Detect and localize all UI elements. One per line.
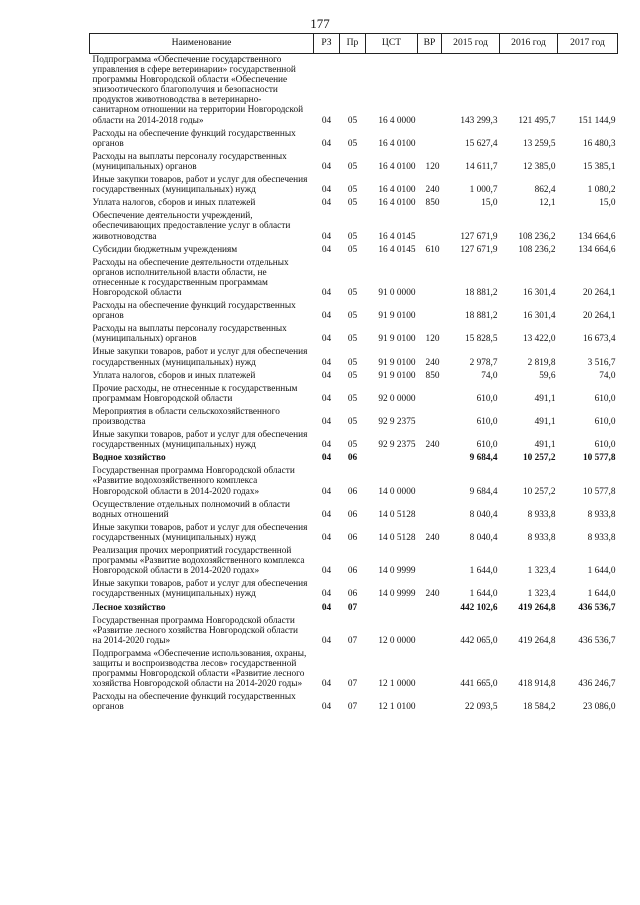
cell-pr: 05 (347, 161, 358, 172)
cell-pr: 05 (347, 231, 358, 242)
cell-name: Обеспечение деятельности учреждений, обеспечивающих предоставление услуг в области животноводства (92, 211, 291, 242)
cell-name: Расходы на обеспечение функций государственных органов (92, 301, 296, 322)
cell-2015: 18 881,2 (464, 287, 498, 298)
cell-name: Расходы на обеспечение функций государственных органов (92, 128, 296, 149)
cell-vr (418, 406, 442, 429)
cell-cst: 92 9 2375 (378, 417, 416, 427)
cell-2016: 419 264,8 (518, 635, 556, 646)
cell-vr (418, 465, 442, 498)
cell-name: Водное хозяйство (92, 453, 166, 464)
cell-name: Лесное хозяйство (92, 602, 166, 613)
cell-vr (418, 615, 442, 648)
cell-name: Иные закупки товаров, работ и услуг для обеспечения государственных (муниципальных) нужд (92, 430, 308, 451)
cell-name: Государственная программа Новгородской области «Развитие водохозяйственного комплекса Новгородской области в 2014-2020 годах» (92, 466, 295, 497)
cell-pr: 07 (347, 679, 358, 690)
cell-name: Уплата налогов, сборов и иных платежей (92, 198, 256, 209)
cell-2015: 22 093,5 (464, 702, 498, 713)
cell-pr: 07 (347, 702, 358, 713)
table-row (90, 691, 618, 714)
cell-rz: 04 (321, 566, 332, 577)
cell-2015: 442 065,0 (460, 635, 498, 646)
cell-rz: 04 (321, 532, 332, 543)
cell-rz: 04 (321, 185, 332, 196)
cell-2016: 418 914,8 (518, 679, 556, 690)
cell-2017: 15,0 (599, 198, 616, 209)
cell-pr: 05 (347, 115, 358, 126)
cell-2016: 16 301,4 (522, 287, 556, 298)
table-row (90, 545, 618, 578)
cell-rz: 04 (321, 161, 332, 172)
header-2016: 2016 год (500, 34, 558, 54)
cell-2015: 15,0 (481, 198, 498, 209)
cell-cst: 91 9 0100 (378, 357, 416, 368)
cell-2016: 1 323,4 (527, 589, 556, 600)
cell-vr (418, 383, 442, 406)
cell-2016: 13 259,5 (522, 138, 556, 149)
cell-2017: 8 933,8 (587, 509, 616, 520)
cell-2015: 2 978,7 (469, 357, 498, 368)
cell-cst: 92 0 0000 (378, 393, 416, 404)
table-row (90, 370, 618, 383)
cell-cst: 12 1 0000 (378, 679, 416, 690)
cell-rz: 04 (321, 244, 332, 255)
cell-2016: 491,1 (534, 440, 556, 451)
cell-cst: 16 4 0100 (378, 185, 416, 196)
cell-cst: 91 9 0100 (378, 311, 416, 322)
cell-vr: 850 (425, 198, 440, 209)
header-pr: Пр (340, 34, 366, 54)
cell-2017: 151 144,9 (578, 115, 616, 126)
cell-2015: 9 684,4 (469, 486, 498, 497)
cell-vr: 120 (425, 161, 440, 172)
cell-2016: 16 301,4 (522, 311, 556, 322)
cell-2017: 20 264,1 (582, 287, 616, 298)
cell-rz: 04 (321, 138, 332, 149)
cell-2017: 436 246,7 (578, 679, 616, 690)
table-row (90, 499, 618, 522)
cell-vr (418, 128, 442, 151)
table-row (90, 602, 618, 615)
cell-vr: 240 (425, 357, 440, 368)
cell-rz: 04 (321, 440, 332, 451)
cell-pr: 06 (347, 486, 358, 497)
cell-2016: 862,4 (534, 185, 556, 196)
cell-2017: 3 516,7 (587, 357, 616, 368)
cell-2015: 14 611,7 (465, 161, 498, 172)
cell-2017: 16 673,4 (582, 334, 616, 345)
cell-2016: 108 236,2 (518, 231, 556, 242)
cell-2017: 436 536,7 (578, 635, 616, 646)
cell-rz: 04 (321, 231, 332, 242)
cell-rz: 04 (321, 486, 332, 497)
cell-cst: 16 4 0100 (378, 198, 416, 209)
table-row (90, 452, 618, 465)
cell-rz: 04 (321, 393, 332, 404)
table-row (90, 406, 618, 429)
table-row (90, 648, 618, 691)
cell-pr: 05 (347, 357, 358, 368)
cell-rz: 04 (321, 115, 332, 126)
cell-cst: 16 4 0000 (378, 115, 416, 126)
cell-name: Подпрограмма «Обеспечение использования, охраны, защиты и воспроизводства лесов» государственной программы Новгородской области «Развитие лесного хозяйства Новгородской области на 2014-2020 годы» (92, 648, 307, 690)
cell-rz: 04 (321, 702, 332, 713)
cell-pr: 05 (347, 393, 358, 404)
cell-2015: 1 644,0 (469, 589, 498, 600)
cell-pr: 05 (347, 370, 358, 381)
cell-2015: 15 828,5 (464, 334, 498, 345)
cell-pr: 06 (347, 509, 358, 520)
cell-cst: 12 0 0000 (378, 635, 416, 646)
cell-vr: 240 (425, 589, 440, 600)
cell-vr: 850 (425, 370, 440, 381)
cell-pr: 05 (347, 417, 358, 427)
cell-cst: 14 0 5128 (378, 532, 416, 543)
cell-name: Иные закупки товаров, работ и услуг для обеспечения государственных (муниципальных) нужд (92, 175, 308, 196)
cell-cst: 14 0 0000 (378, 486, 416, 497)
table-header (90, 34, 618, 54)
table-row (90, 578, 618, 601)
table-row (90, 522, 618, 545)
cell-2016: 12,1 (539, 198, 556, 209)
cell-pr: 05 (347, 334, 358, 345)
cell-2015: 8 040,4 (469, 532, 498, 543)
cell-vr (418, 602, 442, 615)
cell-name: Иные закупки товаров, работ и услуг для обеспечения государственных (муниципальных) нужд (92, 579, 308, 600)
cell-cst: 91 9 0100 (378, 370, 416, 381)
page-number: 177 (310, 16, 330, 31)
cell-2016: 8 933,8 (527, 509, 556, 520)
cell-rz: 04 (321, 679, 332, 690)
cell-name: Подпрограмма «Обеспечение государственного управления в сфере ветеринарии» государственной программы Новгородской области «Обеспечение эпизоотического благополучия и безопасности продуктов животноводства в ветеринарно-санитарном отношении на территории Новгородской области на 2014-2018 годы» (92, 55, 304, 126)
cell-vr (418, 452, 442, 465)
cell-2016: 10 257,2 (522, 486, 556, 497)
cell-rz: 04 (321, 453, 332, 464)
cell-pr: 06 (347, 589, 358, 600)
cell-2015: 15 627,4 (464, 138, 498, 149)
header-vr: ВР (418, 34, 442, 54)
cell-rz: 04 (321, 357, 332, 368)
cell-vr (418, 499, 442, 522)
cell-pr: 05 (347, 287, 358, 298)
cell-name: Расходы на выплаты персоналу государственных (муниципальных) органов (92, 151, 287, 172)
cell-rz: 04 (321, 602, 332, 613)
header-rz: РЗ (314, 34, 340, 54)
cell-rz: 04 (321, 287, 332, 298)
budget-table (89, 33, 618, 714)
cell-cst: 14 0 9999 (378, 589, 416, 600)
cell-2016: 18 584,2 (522, 702, 556, 713)
table-row (90, 197, 618, 210)
cell-2015: 610,0 (476, 393, 498, 404)
cell-2017: 610,0 (594, 393, 616, 404)
cell-pr: 05 (347, 198, 358, 209)
cell-vr: 240 (425, 440, 440, 451)
cell-pr: 07 (347, 602, 358, 613)
cell-2017: 10 577,8 (582, 453, 616, 464)
cell-rz: 04 (321, 334, 332, 345)
cell-pr: 05 (347, 311, 358, 322)
cell-cst: 14 0 9999 (378, 566, 416, 577)
cell-2016: 491,1 (534, 393, 556, 404)
cell-2015: 1 644,0 (469, 566, 498, 577)
table-row (90, 615, 618, 648)
cell-2016: 8 933,8 (527, 532, 556, 543)
cell-2017: 610,0 (594, 440, 616, 451)
cell-2015: 610,0 (476, 440, 498, 451)
cell-name: Субсидии бюджетным учреждениям (92, 244, 238, 255)
cell-name: Расходы на выплаты персоналу государственных (муниципальных) органов (92, 324, 287, 345)
cell-2017: 10 577,8 (582, 486, 616, 497)
cell-name: Иные закупки товаров, работ и услуг для обеспечения государственных (муниципальных) нужд (92, 347, 308, 368)
cell-name: Расходы на обеспечение деятельности отдельных органов исполнительной власти области, не отнесенные к государственным программам Новгородской области (92, 257, 289, 298)
table-row (90, 300, 618, 323)
cell-vr (418, 300, 442, 323)
cell-2017: 134 664,6 (578, 231, 616, 242)
cell-pr: 06 (347, 566, 358, 577)
cell-2015: 18 881,2 (464, 311, 498, 322)
cell-vr (418, 648, 442, 691)
cell-vr (418, 691, 442, 714)
table-row (90, 257, 618, 300)
cell-2017: 1 080,2 (587, 185, 616, 196)
cell-2015: 442 102,6 (460, 602, 498, 613)
cell-vr: 610 (425, 244, 440, 255)
cell-cst (366, 452, 418, 465)
cell-2017: 1 644,0 (587, 589, 616, 600)
cell-vr: 240 (425, 185, 440, 196)
header-cst: ЦСТ (366, 34, 418, 54)
cell-2015: 143 299,3 (460, 115, 498, 126)
table-row (90, 323, 618, 346)
cell-2015: 127 671,9 (460, 231, 498, 242)
cell-rz: 04 (321, 311, 332, 322)
cell-2016: 108 236,2 (518, 244, 556, 255)
cell-pr: 05 (347, 244, 358, 255)
cell-2015: 127 671,9 (460, 244, 498, 255)
cell-cst: 16 4 0145 (378, 231, 416, 242)
cell-2015: 610,0 (476, 417, 498, 427)
cell-2016: 1 323,4 (527, 566, 556, 577)
cell-2016: 121 495,7 (518, 115, 556, 126)
cell-2015: 8 040,4 (469, 509, 498, 520)
cell-2016: 12 385,0 (522, 161, 556, 172)
cell-cst: 12 1 0100 (378, 702, 416, 713)
table-row (90, 346, 618, 369)
cell-2015: 74,0 (481, 370, 498, 381)
cell-2017: 15 385,1 (582, 161, 616, 172)
cell-2017: 610,0 (594, 417, 616, 427)
table-row (90, 465, 618, 498)
cell-2016: 13 422,0 (522, 334, 556, 345)
cell-2017: 23 086,0 (582, 702, 616, 713)
table-row (90, 383, 618, 406)
table-row (90, 210, 618, 243)
cell-2017: 20 264,1 (582, 311, 616, 322)
cell-rz: 04 (321, 417, 332, 427)
table-row (90, 151, 618, 174)
cell-rz: 04 (321, 198, 332, 209)
cell-rz: 04 (321, 370, 332, 381)
cell-name: Прочие расходы, не отнесенные к государственным программам Новгородской области (92, 383, 298, 404)
cell-2016: 491,1 (534, 417, 556, 427)
cell-pr: 06 (347, 453, 358, 464)
cell-2015: 441 665,0 (460, 679, 498, 690)
table-row (90, 174, 618, 197)
cell-2017: 8 933,8 (587, 532, 616, 543)
cell-2017: 134 664,6 (578, 244, 616, 255)
cell-cst: 16 4 0100 (378, 161, 416, 172)
cell-name: Иные закупки товаров, работ и услуг для обеспечения государственных (муниципальных) нужд (92, 522, 308, 543)
cell-2015: 1 000,7 (469, 185, 498, 196)
cell-2016: 419 264,8 (518, 602, 556, 613)
cell-vr (418, 257, 442, 300)
cell-cst: 14 0 5128 (378, 509, 416, 520)
cell-2016: 10 257,2 (522, 453, 556, 464)
cell-2016: 2 819,8 (527, 357, 556, 368)
cell-name: Государственная программа Новгородской области «Развитие лесного хозяйства Новгородской области на 2014-2020 годы» (92, 615, 298, 646)
cell-vr (418, 545, 442, 578)
header-name: Наименование (90, 34, 314, 54)
cell-pr: 07 (347, 635, 358, 646)
cell-cst: 91 9 0100 (378, 334, 416, 345)
cell-name: Реализация прочих мероприятий государственной программы «Развитие водохозяйственного комплекса Новгородской области в 2014-2020 годах» (92, 546, 305, 577)
cell-2017: 16 480,3 (582, 138, 616, 149)
cell-rz: 04 (321, 589, 332, 600)
cell-pr: 06 (347, 532, 358, 543)
cell-cst: 92 9 2375 (378, 440, 416, 451)
cell-pr: 05 (347, 138, 358, 149)
cell-name: Уплата налогов, сборов и иных платежей (92, 370, 256, 381)
cell-2017: 74,0 (599, 370, 616, 381)
cell-vr: 120 (425, 334, 440, 345)
cell-name: Мероприятия в области сельскохозяйственного производства (92, 406, 280, 427)
table-row (90, 128, 618, 151)
table-row (90, 54, 618, 128)
cell-cst (366, 602, 418, 615)
table-row (90, 429, 618, 452)
table-body (90, 54, 618, 715)
cell-name: Расходы на обеспечение функций государственных органов (92, 692, 296, 713)
header-2017: 2017 год (558, 34, 618, 54)
cell-cst: 91 0 0000 (378, 287, 416, 298)
header-2015: 2015 год (442, 34, 500, 54)
cell-cst: 16 4 0145 (378, 244, 416, 255)
cell-rz: 04 (321, 635, 332, 646)
cell-vr: 240 (425, 532, 440, 543)
cell-2015: 9 684,4 (469, 453, 498, 464)
cell-pr: 05 (347, 185, 358, 196)
cell-pr: 05 (347, 440, 358, 451)
cell-2017: 1 644,0 (587, 566, 616, 577)
cell-2017: 436 536,7 (578, 602, 616, 613)
cell-2016: 59,6 (539, 370, 556, 381)
cell-name: Осуществление отдельных полномочий в области водных отношений (92, 499, 291, 520)
cell-cst: 16 4 0100 (378, 138, 416, 149)
cell-vr (418, 54, 442, 128)
table-row (90, 244, 618, 257)
cell-rz: 04 (321, 509, 332, 520)
cell-vr (418, 210, 442, 243)
